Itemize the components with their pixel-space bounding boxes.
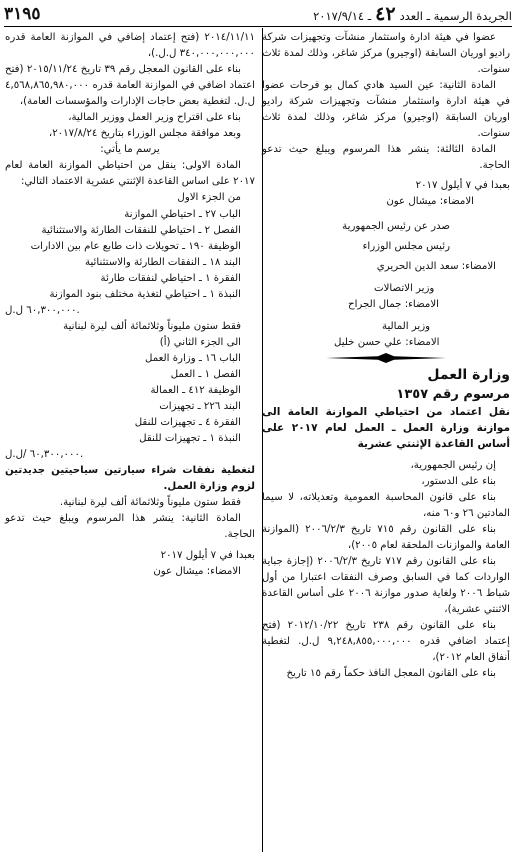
budget-line: من الجزء الاول <box>177 192 241 204</box>
budget-line: البند ٢٢٦ ـ تجهيزات <box>159 401 241 413</box>
divider-ornament <box>326 353 446 363</box>
paragraph: بناء على القانون رقم ٢٣٨ تاريخ ٢٠١٢/١٠/٢٢ (فتح إعتماد اضافي قدره ٩,٢٤٨,٨٥٥,٠٠٠,٠٠٠ ل.ل. لتغطية أنفاق العام ٢٠١٢)، <box>262 620 510 664</box>
minister-signature: الامضاء: جمال الجراح <box>348 298 439 310</box>
decree-subject: نقل اعتماد من احتياطي الموازنة العامة الى موازنة وزارة العمل ـ العمل لعام ٢٠١٧ على أساس القاعدة الإثنتي عشرية <box>262 405 511 450</box>
paragraph: ٢٠١٤/١١/١١ (فتح إعتماد إضافي في الموازنة العامة قدره ٣٤٠,٠٠٠,٠٠٠,٠٠٠ ل.ل.)، <box>5 32 255 60</box>
article-2: المادة الثانية: ينشر هذا المرسوم ويبلغ حيث تدعو الحاجة. <box>5 513 255 541</box>
paragraph: بناء على القانون رقم ٧١٧ تاريخ ٢٠٠٦/٢/٣ (إجازة جباية الواردات كما في السابق وصرف النفقات اعتبارا من أول شباط ٢٠٠٦ ولغاية صدور موازنة ٢٠٠٦ على أساس القاعدة الاثنتي عشرية)، <box>262 556 510 616</box>
paragraph: بناء على القانون المعجل رقم ٣٩ تاريخ ٢٠١٥/١١/٢٤ (فتح اعتماد اضافي في الموازنة العامة قدره ٤,٥٦٨,٨٦٥,٩٨٠,٠٠٠ ل.ل. لتغطية بعض حاجات الإدارات والمؤسسات العامة)، <box>5 64 255 108</box>
budget-line: الفقرة ٤ ـ تجهيزات للنقل <box>134 417 241 429</box>
budget-line: النبذة ١ ـ تجهيزات للنقل <box>139 433 241 445</box>
budget-line: الفصل ٢ ـ احتياطي للنفقات الطارئة والاستثنائية <box>41 224 241 236</box>
budget-line: الوظيفة ٤١٢ ـ العمالة <box>150 385 241 397</box>
right-column <box>262 30 510 683</box>
decree-number: مرسوم رقم ١٣٥٧ <box>396 386 510 402</box>
signature: الامضاء: ميشال عون <box>386 196 474 208</box>
budget-line: الى الجزء الثاني (أ) <box>159 336 241 348</box>
budget-line: النبذة ١ ـ احتياطي لتغذية مختلف بنود الموازنة <box>49 288 241 300</box>
pm-signature: الامضاء: سعد الدين الحريري <box>376 260 496 272</box>
budget-line: الباب ٢٧ ـ احتياطي الموازنة <box>124 208 241 220</box>
issue-number: ٤٢ <box>375 3 396 25</box>
amount-words: فقط ستون مليوناً وثلاثمائة ألف ليرة لبنانية <box>63 320 241 332</box>
page-header <box>4 3 512 25</box>
budget-line: الوظيفة ١٩٠ ـ تحويلات ذات طابع عام بين الادارات <box>30 240 241 252</box>
decree-formula: يرسم ما يأتي: <box>100 144 160 156</box>
budget-line: الباب ١٦ ـ وزارة العمل <box>145 352 241 364</box>
paragraph: إن رئيس الجمهورية، <box>410 459 496 471</box>
finance-signature: الامضاء: علي حسن خليل <box>334 336 440 348</box>
paragraph: بناء على اقتراح وزير العمل ووزير المالية، <box>68 112 241 124</box>
issued-by: صدر عن رئيس الجمهورية <box>342 220 450 232</box>
gazette-title <box>313 3 512 25</box>
gazette-name: الجريدة الرسمية ـ العدد <box>399 9 512 23</box>
ministry-heading: وزارة العمل <box>427 366 510 383</box>
article-3: المادة الثالثة: ينشر هذا المرسوم ويبلغ حيث تدعو الحاجة. <box>262 144 510 172</box>
place-date: بعبدا في ٧ أيلول ٢٠١٧ <box>415 180 510 192</box>
budget-line: البند ١٨ ـ النفقات الطارئة والاستثنائية <box>85 256 241 268</box>
paragraph: وبعد موافقة مجلس الوزراء بتاريخ ٢٠١٧/٨/٢٤، <box>48 128 241 140</box>
amount-words: فقط ستون مليوناً وثلاثمائة ألف ليرة لبنانية. <box>59 497 241 509</box>
budget-line: الفصل ١ ـ العمل <box>170 368 241 380</box>
header-rule <box>4 26 512 27</box>
place-date: بعبدا في ٧ أيلول ٢٠١٧ <box>160 549 255 561</box>
paragraph: بناء على القانون المعجل النافذ حكماً رقم ١٥ تاريخ <box>286 668 496 680</box>
purpose: لتغطية نفقات شراء سيارتين سياحيتين جديدتين لزوم وزارة العمل. <box>5 465 255 493</box>
minister-title: وزير الاتصالات <box>374 282 435 294</box>
paragraph: عضوا في هيئة ادارة واستثمار منشآت وتجهيزات شركة راديو اوريان السابقة (اوجيرو) مركز شاغر، وذلك لمدة ثلاث سنوات. <box>262 32 510 76</box>
paragraph: بناء على الدستور، <box>421 475 496 487</box>
left-column <box>5 30 255 580</box>
amount: ٦٠,٣٠٠,٠٠٠ ل.ل. <box>5 304 80 316</box>
paragraph: بناء على القانون رقم ٧١٥ تاريخ ٢٠٠٦/٢/٣ (الموازنة العامة والموازنات الملحقة لعام ٢٠٠٥)، <box>262 524 510 552</box>
article-1: المادة الاولى: ينقل من احتياطي الموازنة العامة لعام ٢٠١٧ على اساس القاعدة الإثنتي عشرية الاعتماد التالي: <box>5 160 255 188</box>
finance-title: وزير المالية <box>382 320 431 332</box>
page-number: ٣١٩٥ <box>4 4 41 24</box>
budget-line: الفقرة ١ ـ احتياطي لنفقات طارئة <box>100 272 241 284</box>
paragraph: بناء على قانون المحاسبة العمومية وتعديلاته، لا سيما المادتين ٢٦ و٦٠ منه، <box>262 491 510 519</box>
signature: الامضاء: ميشال عون <box>153 565 241 577</box>
article-2: المادة الثانية: عين السيد هادي كمال بو فرحات عضوا في هيئة ادارة واستثمار منشآت وتجهيزات شركة راديو اوريان السابقة (اوجيرو) مركز شاغر، وذلك لمدة ثلاث سنوات. <box>262 80 510 140</box>
issue-date: ـ ٢٠١٧/٩/١٤ <box>313 9 372 23</box>
amount: ٦٠,٣٠٠,٠٠٠ /ل.ل. <box>5 449 84 461</box>
pm-title: رئيس مجلس الوزراء <box>362 240 450 252</box>
